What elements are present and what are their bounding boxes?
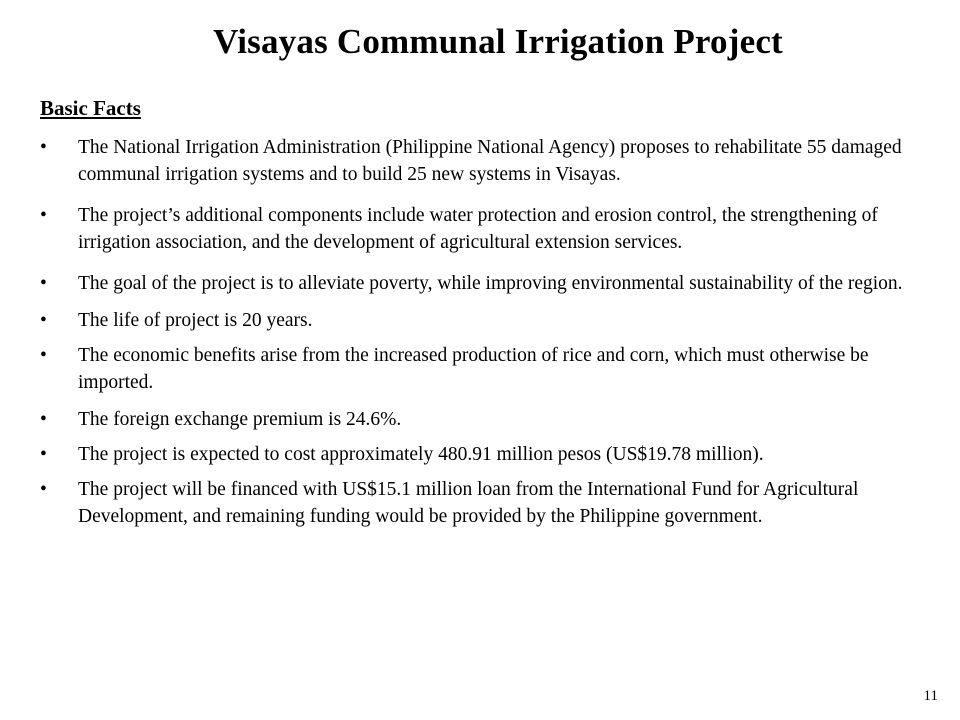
bullet-item	[40, 441, 935, 468]
slide-title: Visayas Communal Irrigation Project	[213, 22, 783, 61]
bullet-text: The foreign exchange premium is 24.6%.	[78, 409, 402, 430]
bullet-marker: •	[40, 273, 47, 294]
bullet-marker: •	[40, 205, 47, 226]
section-heading: Basic Facts	[40, 96, 141, 120]
bullet-text: The project’s additional components include water protection and erosion control, the strengthening of irrigation association, and the development of agricultural extension services.	[78, 205, 878, 253]
page-number: 11	[923, 688, 938, 704]
bullet-text: The National Irrigation Administration (Philippine National Agency) proposes to rehabilitate 55 damaged communal irrigation systems and to build 25 new systems in Visayas.	[78, 137, 902, 185]
bullet-text: The project is expected to cost approximately 480.91 million pesos (US$19.78 million).	[78, 444, 764, 465]
bullet-item	[40, 476, 935, 530]
bullet-item	[40, 270, 935, 297]
bullet-item	[40, 406, 935, 433]
bullet-item	[40, 202, 935, 256]
bullet-marker: •	[40, 444, 47, 465]
bullet-item	[40, 342, 935, 396]
bullet-text: The project will be financed with US$15.1 million loan from the International Fund for Agricultural Development, and remaining funding would be provided by the Philippine government.	[78, 479, 859, 527]
bullet-marker: •	[40, 137, 47, 158]
bullet-marker: •	[40, 310, 47, 331]
bullet-text: The goal of the project is to alleviate poverty, while improving environmental sustainability of the region.	[78, 273, 903, 294]
bullet-text: The life of project is 20 years.	[78, 310, 313, 331]
bullet-item	[40, 307, 935, 334]
bullet-marker: •	[40, 345, 47, 366]
bullet-item	[40, 134, 935, 188]
bullet-marker: •	[40, 479, 47, 500]
bullet-marker: •	[40, 409, 47, 430]
bullet-text: The economic benefits arise from the increased production of rice and corn, which must otherwise be imported.	[78, 345, 869, 393]
bullet-list	[40, 134, 935, 538]
